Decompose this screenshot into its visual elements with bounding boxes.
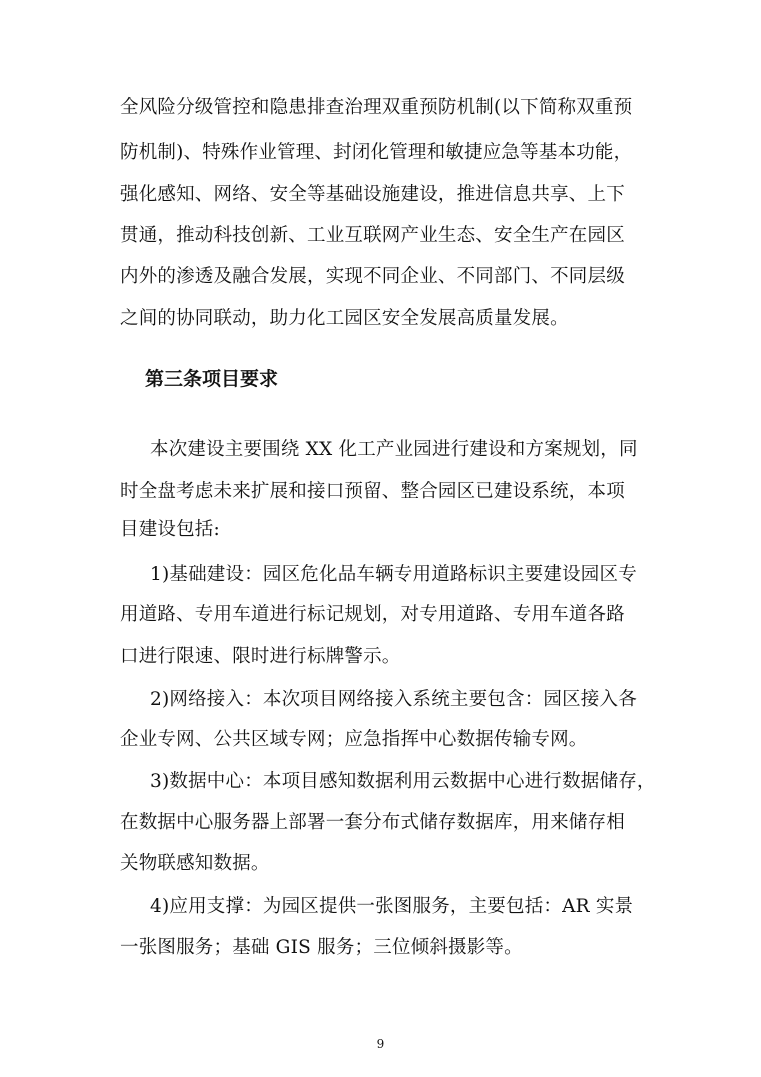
paragraph-line: 目建设包括: bbox=[120, 519, 220, 540]
paragraph-line: 强化感知、网络、安全等基础设施建设，推进信息共享、上下 bbox=[120, 184, 625, 205]
paragraph-line: 时全盘考虑未来扩展和接口预留、整合园区已建设系统，本项 bbox=[120, 481, 625, 502]
list-item-line: 口进行限速、限时进行标牌警示。 bbox=[120, 646, 401, 667]
list-item-line: 1)基础建设：园区危化品车辆专用道路标识主要建设园区专 bbox=[150, 564, 637, 585]
page-number: 9 bbox=[376, 1037, 385, 1051]
paragraph-line: 贯通，推动科技创新、工业互联网产业生态、安全生产在园区 bbox=[120, 225, 625, 246]
list-item-line: 关物联感知数据。 bbox=[120, 853, 270, 874]
list-item-line: 4)应用支撑：为园区提供一张图服务，主要包括：AR 实景 bbox=[150, 896, 634, 917]
list-item-line: 2)网络接入：本次项目网络接入系统主要包含：园区接入各 bbox=[150, 689, 637, 710]
list-item-line: 企业专网、公共区域专网；应急指挥中心数据传输专网。 bbox=[120, 729, 588, 750]
paragraph-line: 防机制)、特殊作业管理、封闭化管理和敏捷应急等基本功能， bbox=[120, 142, 633, 163]
list-item-line: 在数据中心服务器上部署一套分布式储存数据库，用来储存相 bbox=[120, 812, 625, 833]
paragraph-line: 全风险分级管控和隐患排查治理双重预防机制(以下简称双重预 bbox=[120, 97, 633, 118]
list-item-line: 一张图服务；基础 GIS 服务；三位倾斜摄影等。 bbox=[120, 937, 523, 958]
list-item-line: 3)数据中心：本项目感知数据利用云数据中心进行数据储存， bbox=[150, 771, 656, 792]
paragraph-line: 本次建设主要围绕 XX 化工产业园进行建设和方案规划，同 bbox=[150, 439, 638, 460]
paragraph-line: 内外的渗透及融合发展，实现不同企业、不同部门、不同层级 bbox=[120, 266, 625, 287]
section-heading: 第三条项目要求 bbox=[145, 368, 279, 390]
paragraph-line: 之间的协同联动，助力化工园区安全发展高质量发展。 bbox=[120, 308, 569, 329]
list-item-line: 用道路、专用车道进行标记规划，对专用道路、专用车道各路 bbox=[120, 604, 625, 625]
